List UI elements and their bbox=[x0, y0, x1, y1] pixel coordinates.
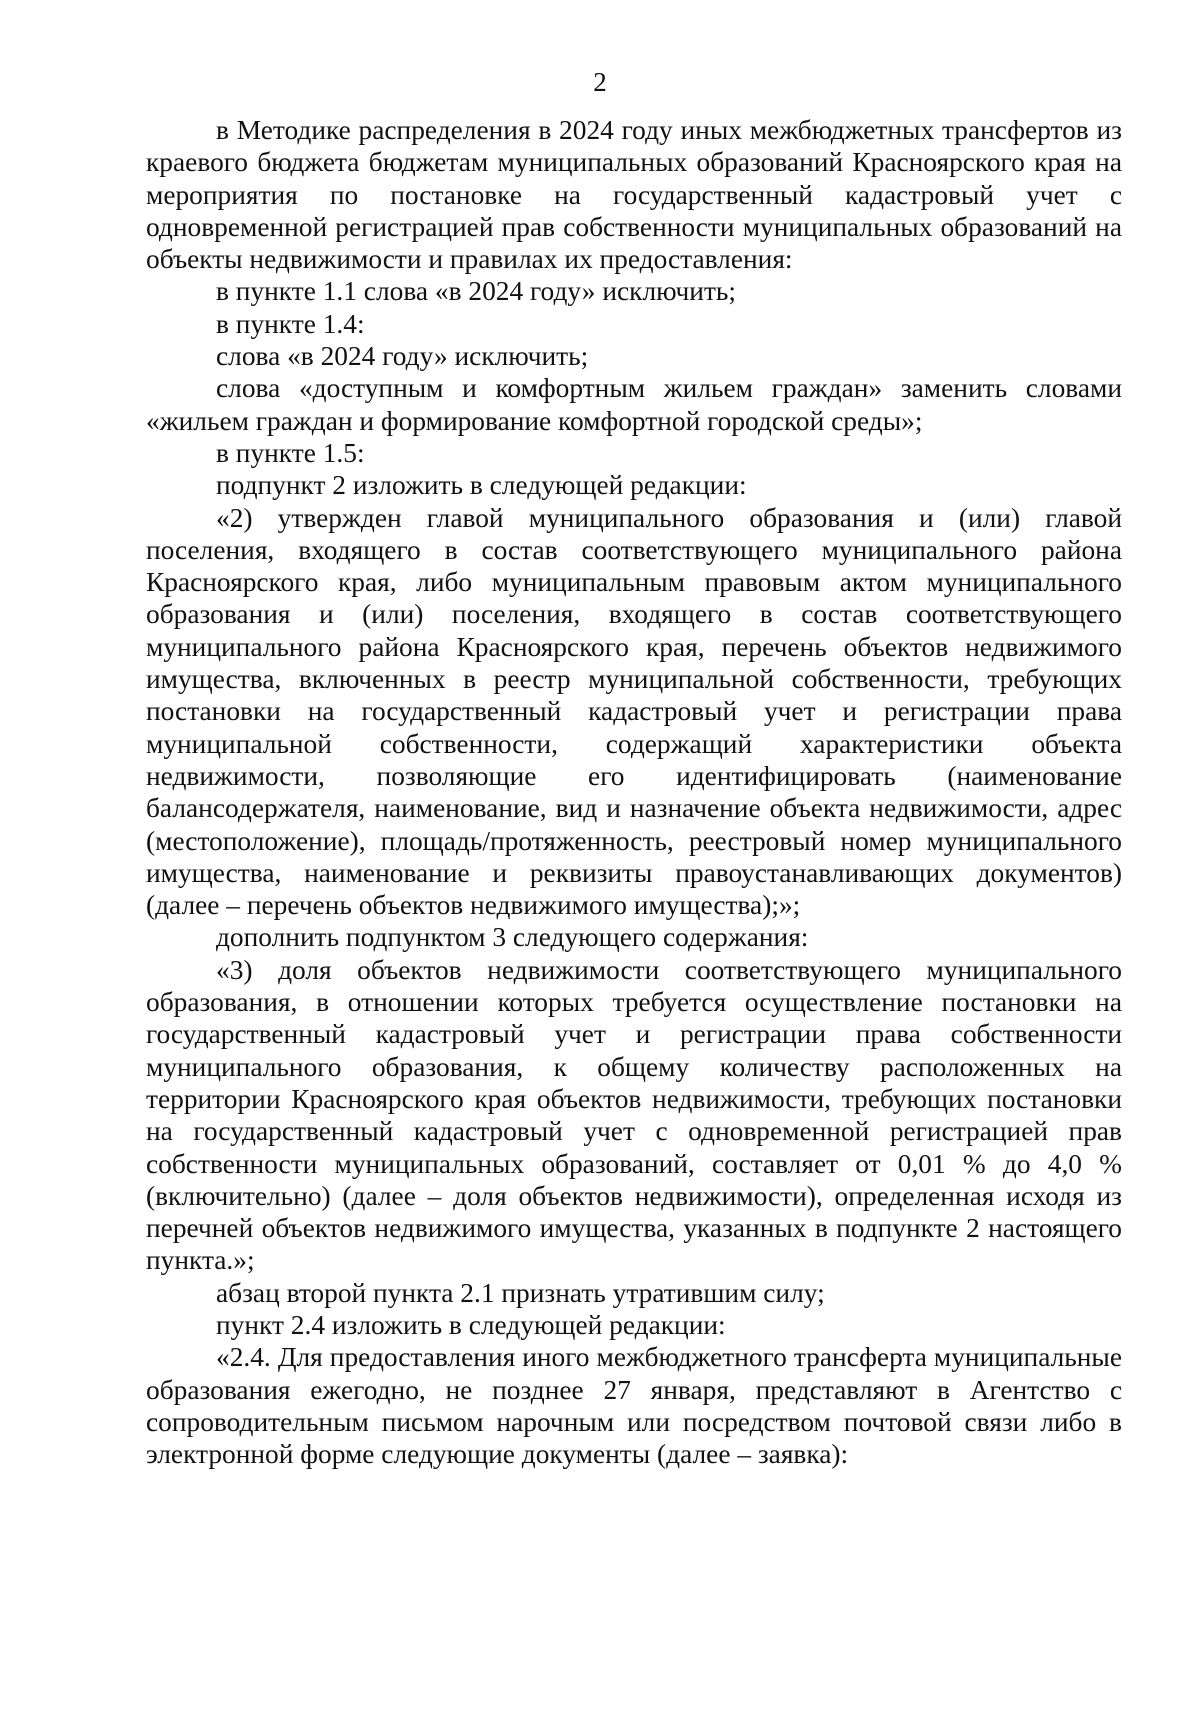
paragraph-item-1-4: в пункте 1.4: bbox=[216, 308, 365, 339]
paragraph-item-2-4-heading: пункт 2.4 изложить в следующей редакции: bbox=[216, 1309, 726, 1340]
paragraph-words-replaced: слова «доступным и комфортным жильем граждан» заменить словами «жильем граждан и формирование комфортной городской среды»; bbox=[146, 373, 1122, 436]
paragraph-item-1-5: в пункте 1.5: bbox=[216, 437, 365, 468]
paragraph-subitem-2-heading: подпункт 2 изложить в следующей редакции: bbox=[216, 470, 747, 501]
page-number: 2 bbox=[593, 67, 607, 97]
paragraph-subitem-3-heading: дополнить подпунктом 3 следующего содержания: bbox=[216, 922, 809, 953]
document-body bbox=[146, 114, 1122, 1470]
paragraph-words-excluded: слова «в 2024 году» исключить; bbox=[216, 341, 589, 372]
paragraph-item-2-4-text: «2.4. Для предоставления иного межбюджетного трансферта муниципальные образования ежегодно, не позднее 27 января, представляют в Агентство с сопроводительным письмом нарочным или посредством почтовой связи либо в электронной форме следующие документы (далее – заявка): bbox=[146, 1342, 1122, 1470]
paragraph-item-1-1: в пункте 1.1 слова «в 2024 году» исключить; bbox=[216, 276, 737, 307]
paragraph-item-2-1: абзац второй пункта 2.1 признать утратившим силу; bbox=[216, 1277, 825, 1308]
paragraph-subitem-3-text: «3) доля объектов недвижимости соответствующего муниципального образования, в отношении которых требуется осуществление постановки на государственный кадастровый учет и регистрации права собственности муниципального образования, к общему количеству расположенных на территории Красноярского края объектов недвижимости, требующих постановки на государственный кадастровый учет с одновременной регистрацией прав собственности муниципальных образований, составляет от 0,01 % до 4,0 % (включительно) (далее – доля объектов недвижимости), определенная исходя из перечней объектов недвижимого имущества, указанных в подпункте 2 настоящего пункта.»; bbox=[146, 954, 1122, 1276]
paragraph-subitem-2-text: «2) утвержден главой муниципального образования и (или) главой поселения, входящего в состав соответствующего муниципального района Красноярского края, либо муниципальным правовым актом муниципального образования и (или) поселения, входящего в состав соответствующего муниципального района Красноярского края, перечень объектов недвижимого имущества, включенных в реестр муниципальной собственности, требующих постановки на государственный кадастровый учет и регистрации права муниципальной собственности, содержащий характеристики объекта недвижимости, позволяющие его идентифицировать (наименование балансодержателя, наименование, вид и назначение объекта недвижимости, адрес (местоположение), площадь/протяженность, реестровый номер муниципального имущества, наименование и реквизиты правоустанавливающих документов) (далее – перечень объектов недвижимого имущества);»; bbox=[146, 502, 1122, 921]
paragraph-methodology-intro: в Методике распределения в 2024 году иных межбюджетных трансфертов из краевого бюджета бюджетам муниципальных образований Красноярского края на мероприятия по постановке на государственный кадастровый учет с одновременной регистрацией прав собственности муниципальных образований на объекты недвижимости и правилах их предоставления: bbox=[146, 115, 1122, 275]
